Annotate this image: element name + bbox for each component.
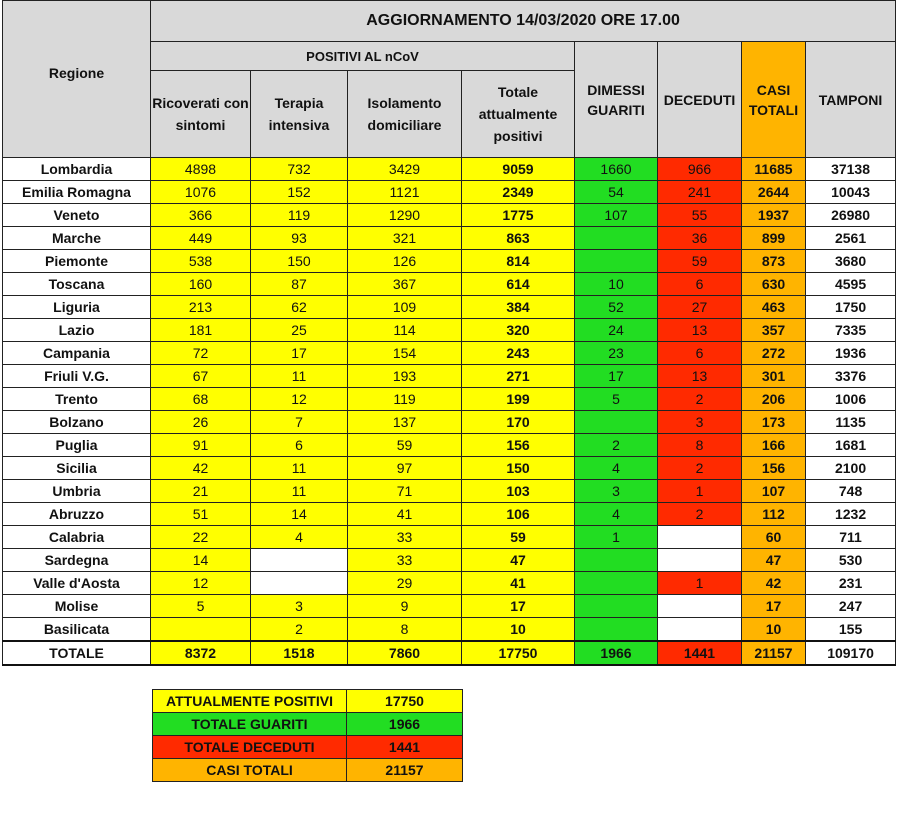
cell-isolamento: 1121 [348,181,462,204]
summary-row [153,736,463,759]
cell-totale-positivi: 17 [462,595,575,618]
cell-dimessi: 1966 [575,641,658,665]
cell-tamponi: 1232 [806,503,896,526]
totale-row [3,641,896,665]
covid-regional-table [2,0,896,666]
cell-deceduti: 2 [658,457,742,480]
cell-ricoverati: 160 [151,273,251,296]
cell-regione: TOTALE [3,641,151,665]
cell-terapia: 11 [251,457,348,480]
cell-ricoverati: 42 [151,457,251,480]
cell-tamponi: 3376 [806,365,896,388]
table-row [3,158,896,181]
header-positivi: POSITIVI AL nCoV [151,42,575,71]
header-deceduti: DECEDUTI [658,42,742,158]
cell-isolamento: 9 [348,595,462,618]
cell-totale-positivi: 47 [462,549,575,572]
cell-regione: Sardegna [3,549,151,572]
cell-deceduti: 1441 [658,641,742,665]
cell-isolamento: 367 [348,273,462,296]
cell-casi-totali: 11685 [742,158,806,181]
cell-totale-positivi: 150 [462,457,575,480]
table-row [3,388,896,411]
cell-totale-positivi: 1775 [462,204,575,227]
cell-totale-positivi: 863 [462,227,575,250]
cell-isolamento: 137 [348,411,462,434]
cell-ricoverati: 91 [151,434,251,457]
cell-deceduti [658,526,742,549]
table-row [3,411,896,434]
cell-isolamento: 193 [348,365,462,388]
cell-ricoverati: 8372 [151,641,251,665]
cell-ricoverati: 181 [151,319,251,342]
cell-terapia [251,549,348,572]
cell-regione: Liguria [3,296,151,319]
cell-casi-totali: 206 [742,388,806,411]
cell-terapia [251,572,348,595]
cell-isolamento: 33 [348,549,462,572]
cell-casi-totali: 463 [742,296,806,319]
cell-isolamento: 119 [348,388,462,411]
cell-regione: Toscana [3,273,151,296]
cell-casi-totali: 899 [742,227,806,250]
cell-deceduti: 8 [658,434,742,457]
cell-deceduti: 2 [658,503,742,526]
cell-regione: Lazio [3,319,151,342]
cell-ricoverati: 51 [151,503,251,526]
cell-isolamento: 7860 [348,641,462,665]
cell-isolamento: 29 [348,572,462,595]
cell-regione: Lombardia [3,158,151,181]
cell-totale-positivi: 9059 [462,158,575,181]
cell-ricoverati: 72 [151,342,251,365]
cell-totale-positivi: 103 [462,480,575,503]
cell-isolamento: 97 [348,457,462,480]
cell-isolamento: 109 [348,296,462,319]
cell-casi-totali: 2644 [742,181,806,204]
cell-terapia: 152 [251,181,348,204]
cell-tamponi: 1936 [806,342,896,365]
table-row [3,618,896,642]
cell-tamponi: 247 [806,595,896,618]
cell-regione: Veneto [3,204,151,227]
cell-deceduti: 966 [658,158,742,181]
table-row [3,457,896,480]
cell-regione: Sicilia [3,457,151,480]
cell-totale-positivi: 59 [462,526,575,549]
cell-casi-totali: 630 [742,273,806,296]
cell-dimessi: 2 [575,434,658,457]
cell-casi-totali: 10 [742,618,806,642]
table-row [3,526,896,549]
cell-isolamento: 126 [348,250,462,273]
table-row [3,595,896,618]
cell-isolamento: 1290 [348,204,462,227]
cell-ricoverati: 449 [151,227,251,250]
cell-tamponi: 1750 [806,296,896,319]
cell-ricoverati: 4898 [151,158,251,181]
cell-terapia: 93 [251,227,348,250]
cell-dimessi [575,411,658,434]
cell-ricoverati: 12 [151,572,251,595]
cell-dimessi: 17 [575,365,658,388]
cell-casi-totali: 42 [742,572,806,595]
cell-terapia: 25 [251,319,348,342]
cell-tamponi: 4595 [806,273,896,296]
summary-label: ATTUALMENTE POSITIVI [153,690,347,713]
table-row [3,227,896,250]
cell-regione: Umbria [3,480,151,503]
cell-totale-positivi: 320 [462,319,575,342]
cell-casi-totali: 60 [742,526,806,549]
header-totale-positivi: Totale attualmente positivi [462,71,575,158]
cell-isolamento: 154 [348,342,462,365]
cell-terapia: 2 [251,618,348,642]
cell-terapia: 14 [251,503,348,526]
cell-deceduti: 241 [658,181,742,204]
cell-dimessi [575,572,658,595]
cell-casi-totali: 156 [742,457,806,480]
header-dimessi: DIMESSI GUARITI [575,42,658,158]
table-row [3,503,896,526]
cell-dimessi [575,250,658,273]
cell-totale-positivi: 384 [462,296,575,319]
table-body [3,158,896,666]
cell-tamponi: 7335 [806,319,896,342]
cell-totale-positivi: 243 [462,342,575,365]
cell-terapia: 7 [251,411,348,434]
cell-terapia: 87 [251,273,348,296]
cell-deceduti: 36 [658,227,742,250]
cell-tamponi: 2561 [806,227,896,250]
cell-dimessi [575,618,658,642]
cell-ricoverati: 67 [151,365,251,388]
cell-ricoverati: 68 [151,388,251,411]
cell-deceduti [658,549,742,572]
cell-dimessi: 4 [575,503,658,526]
summary-value: 21157 [347,759,463,782]
cell-dimessi [575,549,658,572]
cell-casi-totali: 1937 [742,204,806,227]
cell-tamponi: 3680 [806,250,896,273]
cell-ricoverati: 213 [151,296,251,319]
cell-regione: Emilia Romagna [3,181,151,204]
cell-deceduti: 6 [658,342,742,365]
cell-dimessi: 54 [575,181,658,204]
cell-casi-totali: 272 [742,342,806,365]
cell-deceduti: 55 [658,204,742,227]
cell-regione: Trento [3,388,151,411]
summary-value: 1441 [347,736,463,759]
cell-ricoverati: 538 [151,250,251,273]
cell-terapia: 1518 [251,641,348,665]
cell-tamponi: 37138 [806,158,896,181]
cell-casi-totali: 357 [742,319,806,342]
cell-deceduti: 13 [658,319,742,342]
cell-deceduti: 3 [658,411,742,434]
cell-terapia: 119 [251,204,348,227]
cell-regione: Friuli V.G. [3,365,151,388]
cell-totale-positivi: 10 [462,618,575,642]
cell-casi-totali: 112 [742,503,806,526]
cell-dimessi: 1 [575,526,658,549]
cell-ricoverati: 1076 [151,181,251,204]
cell-isolamento: 71 [348,480,462,503]
summary-label: TOTALE DECEDUTI [153,736,347,759]
summary-table [152,689,463,782]
cell-deceduti: 2 [658,388,742,411]
cell-dimessi: 1660 [575,158,658,181]
cell-terapia: 6 [251,434,348,457]
cell-dimessi [575,227,658,250]
cell-terapia: 4 [251,526,348,549]
table-row [3,204,896,227]
header-regione: Regione [3,1,151,158]
cell-terapia: 732 [251,158,348,181]
table-row [3,273,896,296]
cell-totale-positivi: 814 [462,250,575,273]
cell-regione: Campania [3,342,151,365]
cell-tamponi: 10043 [806,181,896,204]
cell-ricoverati: 5 [151,595,251,618]
cell-totale-positivi: 199 [462,388,575,411]
table-row [3,181,896,204]
cell-isolamento: 33 [348,526,462,549]
cell-tamponi: 155 [806,618,896,642]
cell-casi-totali: 107 [742,480,806,503]
header-ricoverati: Ricoverati con sintomi [151,71,251,158]
cell-regione: Valle d'Aosta [3,572,151,595]
cell-regione: Bolzano [3,411,151,434]
cell-casi-totali: 173 [742,411,806,434]
cell-tamponi: 26980 [806,204,896,227]
cell-totale-positivi: 2349 [462,181,575,204]
cell-deceduti: 1 [658,480,742,503]
header-tamponi: TAMPONI [806,42,896,158]
cell-dimessi [575,595,658,618]
cell-terapia: 62 [251,296,348,319]
cell-tamponi: 748 [806,480,896,503]
cell-regione: Piemonte [3,250,151,273]
cell-totale-positivi: 17750 [462,641,575,665]
cell-casi-totali: 17 [742,595,806,618]
cell-regione: Puglia [3,434,151,457]
cell-isolamento: 321 [348,227,462,250]
cell-casi-totali: 21157 [742,641,806,665]
cell-terapia: 11 [251,365,348,388]
cell-terapia: 3 [251,595,348,618]
cell-deceduti: 59 [658,250,742,273]
cell-tamponi: 109170 [806,641,896,665]
cell-deceduti [658,618,742,642]
cell-deceduti: 1 [658,572,742,595]
cell-isolamento: 3429 [348,158,462,181]
table-title: AGGIORNAMENTO 14/03/2020 ORE 17.00 [151,1,896,42]
cell-regione: Marche [3,227,151,250]
table-row [3,365,896,388]
cell-totale-positivi: 156 [462,434,575,457]
cell-dimessi: 23 [575,342,658,365]
cell-regione: Abruzzo [3,503,151,526]
cell-tamponi: 1006 [806,388,896,411]
summary-label: TOTALE GUARITI [153,713,347,736]
cell-regione: Basilicata [3,618,151,642]
table-row [3,342,896,365]
cell-terapia: 150 [251,250,348,273]
cell-casi-totali: 301 [742,365,806,388]
cell-dimessi: 5 [575,388,658,411]
cell-dimessi: 3 [575,480,658,503]
header-terapia: Terapia intensiva [251,71,348,158]
table-row [3,434,896,457]
cell-totale-positivi: 41 [462,572,575,595]
cell-isolamento: 114 [348,319,462,342]
cell-totale-positivi: 614 [462,273,575,296]
cell-ricoverati: 22 [151,526,251,549]
table-row [3,549,896,572]
table-row [3,250,896,273]
table-row [3,572,896,595]
summary-row [153,690,463,713]
summary-row [153,713,463,736]
summary-label: CASI TOTALI [153,759,347,782]
cell-totale-positivi: 170 [462,411,575,434]
summary-value: 17750 [347,690,463,713]
cell-totale-positivi: 271 [462,365,575,388]
cell-isolamento: 8 [348,618,462,642]
header-casi-totali: CASI TOTALI [742,42,806,158]
cell-ricoverati [151,618,251,642]
cell-casi-totali: 47 [742,549,806,572]
table-row [3,296,896,319]
table-row [3,319,896,342]
cell-tamponi: 530 [806,549,896,572]
cell-terapia: 12 [251,388,348,411]
cell-dimessi: 107 [575,204,658,227]
cell-tamponi: 231 [806,572,896,595]
cell-tamponi: 711 [806,526,896,549]
cell-deceduti [658,595,742,618]
cell-terapia: 11 [251,480,348,503]
cell-deceduti: 6 [658,273,742,296]
cell-totale-positivi: 106 [462,503,575,526]
cell-ricoverati: 26 [151,411,251,434]
cell-casi-totali: 166 [742,434,806,457]
cell-regione: Molise [3,595,151,618]
cell-tamponi: 2100 [806,457,896,480]
cell-dimessi: 52 [575,296,658,319]
cell-regione: Calabria [3,526,151,549]
cell-isolamento: 59 [348,434,462,457]
cell-deceduti: 27 [658,296,742,319]
cell-dimessi: 10 [575,273,658,296]
cell-dimessi: 4 [575,457,658,480]
cell-ricoverati: 366 [151,204,251,227]
cell-tamponi: 1135 [806,411,896,434]
cell-ricoverati: 21 [151,480,251,503]
cell-dimessi: 24 [575,319,658,342]
header-isolamento: Isolamento domiciliare [348,71,462,158]
cell-casi-totali: 873 [742,250,806,273]
summary-value: 1966 [347,713,463,736]
cell-deceduti: 13 [658,365,742,388]
cell-isolamento: 41 [348,503,462,526]
cell-terapia: 17 [251,342,348,365]
table-row [3,480,896,503]
cell-ricoverati: 14 [151,549,251,572]
cell-tamponi: 1681 [806,434,896,457]
summary-row [153,759,463,782]
